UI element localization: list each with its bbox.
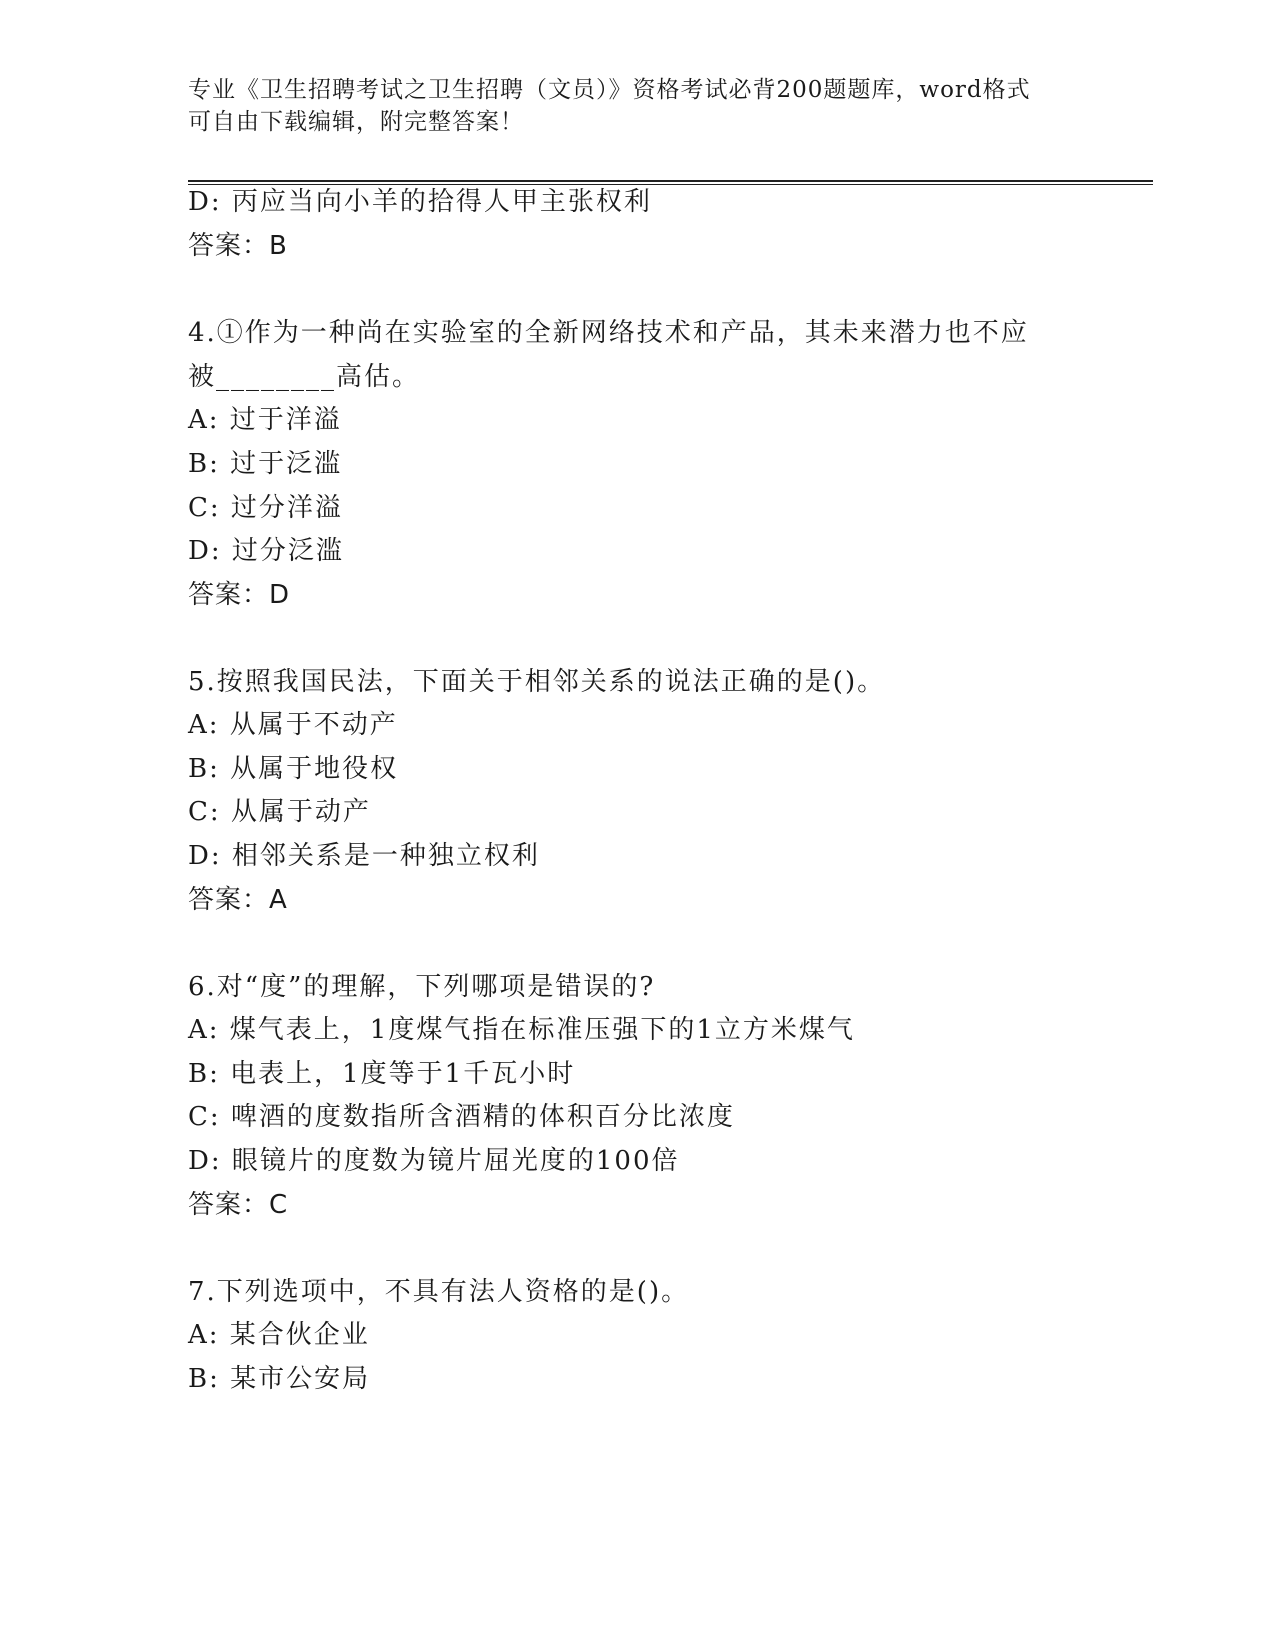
q4-option-d: D: 过分泛滥 xyxy=(188,536,344,566)
q7-option-a: A: 某合伙企业 xyxy=(188,1320,370,1350)
q5-option-c: C: 从属于动产 xyxy=(188,797,371,827)
header-title-line1: 专业《卫生招聘考试之卫生招聘（文员）》资格考试必背200题题库，word格式 xyxy=(188,77,1031,103)
q4-option-a: A: 过于洋溢 xyxy=(188,405,342,435)
q7-stem: 7.下列选项中，不具有法人资格的是()。 xyxy=(188,1277,690,1307)
q4-option-c: C: 过分洋溢 xyxy=(188,493,343,523)
q6-option-b: B: 电表上，1度等于1千瓦小时 xyxy=(188,1059,576,1089)
q6-answer: 答案：C xyxy=(188,1190,289,1220)
q3-answer: 答案：B xyxy=(188,231,288,261)
header-title-line2: 可自由下载编辑，附完整答案！ xyxy=(188,109,524,135)
q7-option-b: B: 某市公安局 xyxy=(188,1364,371,1394)
q5-stem: 5.按照我国民法，下面关于相邻关系的说法正确的是()。 xyxy=(188,667,886,697)
document-header xyxy=(188,74,1088,138)
q4-option-b: B: 过于泛滥 xyxy=(188,449,343,479)
q5-option-b: B: 从属于地役权 xyxy=(188,754,399,784)
q6-option-d: D: 眼镜片的度数为镜片屈光度的100倍 xyxy=(188,1146,680,1176)
q6-stem: 6.对“度”的理解，下列哪项是错误的? xyxy=(188,972,656,1002)
q4-stem-line2: 被________高估。 xyxy=(188,362,421,392)
q5-answer: 答案：A xyxy=(188,885,288,915)
header-divider-thick xyxy=(188,180,1153,182)
q4-answer: 答案：D xyxy=(188,580,291,610)
q6-option-c: C: 啤酒的度数指所含酒精的体积百分比浓度 xyxy=(188,1102,735,1132)
header-divider-thin xyxy=(188,184,1153,185)
q3-option-d: D: 丙应当向小羊的拾得人甲主张权利 xyxy=(188,187,652,217)
q5-option-d: D: 相邻关系是一种独立权利 xyxy=(188,841,540,871)
q6-option-a: A: 煤气表上，1度煤气指在标准压强下的1立方米煤气 xyxy=(188,1015,855,1045)
q5-option-a: A: 从属于不动产 xyxy=(188,710,398,740)
q4-stem-line1: 4.①作为一种尚在实验室的全新网络技术和产品，其未来潜力也不应 xyxy=(188,318,1029,348)
